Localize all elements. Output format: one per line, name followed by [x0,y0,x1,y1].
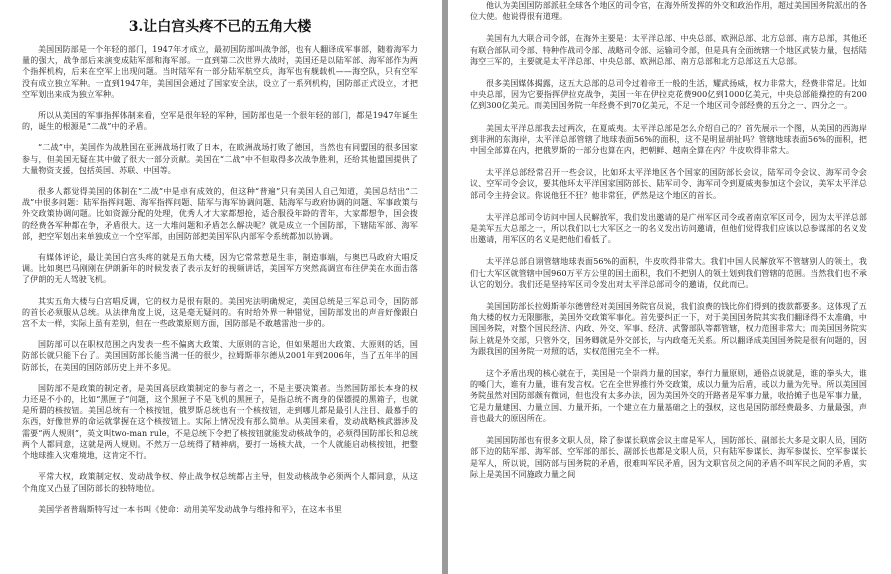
paragraph: 美国有九大联合司令部，在海外主要是：太平洋总部、中央总部、欧洲总部、北方总部、南方总部，其他还有联合部队司令部、特种作战司令部、战略司令部、运输司令部，但是具有全面统辖一个地区武装力量，包括陆海空三军的，主要就是太平洋总部、中央总部、欧洲总部、南方总部和北方总部这五大总部。 [470,34,867,66]
paragraph: 美国学者普瑞斯特写过一本书叫《使命：动用美军发动战争与维持和平》，在这本书里 [38,504,342,514]
paragraph: 国防部不是政策的制定者，是美国高层政策制定的参与者之一，不是主要决策者。当然国防部长本身的权力还是不小的，比如“黑匣子”问题，这个黑匣子不是飞机的黑匣子，是指总统不离身的保镖提的黑箱子，也就是所谓的核按钮。美国总统有一个核按钮，俄罗斯总统也有一个核按钮，走到哪儿都是最引人注目、最慕手的东西，好像世界的命运就掌握在这个核按钮上。实际上情况没有那么简单。从美国来看，发动战略核武器涉及需要“两人规则”，英文叫two-man rule，不是总统下令把了核按钮就能发动核战争的，必须得国防部长和总统两个人都同意，这就是两人规则。不然万一总统得了精神病，要打一场核大战，一个人就能启动核按钮，把整个地球推入灾难境地，这肯定不行。 [22,383,418,461]
chapter-title: 3.让白宫头疼不已的五角大楼 [128,19,312,35]
left-page [0,0,442,574]
paragraph: 美国太平洋总部我去过两次，在夏威夷。太平洋总部是怎么介绍自己的？首先展示一个图，从美国的西海岸到非洲的东海岸，太平洋总部管辖了地球表面56%的面积，这不是明显胡扯吗？管辖地球表面56%的面积，把中国全部算在内，把俄罗斯的一部分也算在内，把朝鲜、越南全算在内？牛皮吹得非常大。 [470,123,867,156]
paragraph: 美国国防部也有很多文职人员，除了参谋长联席会议主席是军人，国防部长、副部长大多是文职人员，国防部下边的陆军部、海军部、空军部的部长、副部长也都是文职人员，只有陆军参谋长、海军参谋长、空军参谋长是军人，所以说，国防部与国务院的矛盾，很难叫军民矛盾，因为文职官员之间的矛盾不叫军民之间的矛盾，实际上是美国不同施政力量之间 [470,436,867,479]
paragraph: 其实五角大楼与白宫唱反调，它的权力是很有限的。美国宪法明确规定，美国总统是三军总司令，国防部的首长必须服从总统。从法律角度上说，这是毫无疑问的。有时给外界一种错觉，国防部发出的声音好像跟白宫不太一样，实际上虽有差别，但在一些政策原则方面，国防部是不敢越雷池一步的。 [22,296,418,329]
paragraph: “二战”中，美国作为战胜国在亚洲战场打败了日本，在欧洲战场打败了德国，当然也有同盟国的很多国家参与，但美国无疑在其中做了很大一部分贡献。美国在“二战”中不但取得多次战争胜利，还给其他盟国提供了大量物资支援，包括英国、苏联、中国等。 [22,143,418,175]
paragraph: 他认为美国国防部派驻全球各个地区的司令官，在海外所发挥的外交和政治作用，超过美国国务院派出的各位大使。他说得很有道理。 [470,1,867,22]
paragraph: 国防部可以在职权范围之内发表一些不偏离大政策、大原则的言论，但如果超出大政策、大原则的话，国防部长就只能下台了。美国国防部长能当满一任的很少，拉姆斯菲尔德从2001年到2006年，当了五年半的国防部长，在美国的国防部历史上并不多见。 [22,340,418,372]
paragraph: 有媒体评论，最让美国白宫头疼的就是五角大楼，因为它常常惹是生非，制造事端，与奥巴马政府大唱反调。比如奥巴马刚刚在伊朗新年的时候发表了表示友好的视频讲话，美国军方突然高调宣布往伊美在水面击落了伊朗的无人驾驶飞机。 [22,253,418,285]
paragraph: 美国国防部长拉姆斯菲尔德曾经对美国国务院官员说，我们浪费的钱比你们得到的拨款都要多。这体现了五角大楼的权力无限膨胀，美国外交政策军事化。首先要纠正一下，对于美国国务院其实我们翻译得不太准确，中国国务院，对整个国民经济、内政、外交、军事、经济、武警部队等都管辖，权力范围非常大；而美国国务院实际上就是外交部，只管外交，国务卿就是外交部长，与内政毫无关系。所以翻译成美国国务院是很有问题的，因为跟我国的国务院一对照的话，实权范围完全不一样。 [470,302,867,356]
paragraph: 太平洋总部经常召开一些会议，比如环太平洋地区各个国家的国防部长会议，陆军司令会议、海军司令会议、空军司令会议，要其他环太平洋国家国防部长、陆军司令、海军司令到夏威夷参加这个会议，美军太平洋总部司令主持会议。你说他狂不狂？他非常狂，俨然是这个地区的首长。 [470,168,867,200]
paragraph: 太平洋总部自诩管辖地球表面56%的面积，牛皮吹得非常大。我们中国人民解放军不管辖别人的领土，我们七大军区就管辖中国960万平方公里的国土面积，我们不把别人的领土划到我们管辖的范围。当然我们也不承认它的划分。我们还是坚持军区司令发出对太平洋总部司令的邀请，仅此而已。 [470,257,867,289]
paragraph: 太平洋总部司令访问中国人民解放军，我们发出邀请的是广州军区司令或者南京军区司令，因为太平洋总部是美军五大总部之一，所以我们以七大军区之一的名义发出访问邀请，但他们觉得我们应该以总参谋部的名义发出邀请，用军区的名义是把他们看低了。 [470,212,867,245]
paragraph: 很多美国媒体揭露，这五大总部的总司令过着帝王一般的生活，耀武扬威，权力非常大，经费非常足。比如中央总部，因为它要指挥伊拉克战争，美国一年在伊拉克花费900亿到1000亿美元，中央总部能操控的有200亿到300亿美元。而美国国务院一年经费不到70亿美元，不足一个地区司令部经费的五分之一、四分之一。 [470,79,867,111]
paragraph: 很多人都觉得美国的体制在“二战”中是卓有成效的，但这种“普遍”只有美国人自己知道，美国总结出“二战”中很多问题：陆军指挥问题、海军指挥问题、陆军与海军协调问题、陆海军与政府协调的问题、军事政策与外交政策协调问题。比如资源分配的处理，优秀人才大家都想抢，适合服役年龄的青年，大家都想争，国会拨的经费各军种都在争，矛盾很大。这一大堆问题和矛盾怎么解决呢？就是成立一个国防部，下辖陆军部、海军部，把空军划出来单独成立一个空军部，由国防部把美国军队内部军令系统都加以协调。 [22,187,418,241]
paragraph: 这个矛盾出现的核心就在于，美国是一个崇尚力量的国家，奉行力量原则，通俗点说就是，谁的拳头大，谁的嗓门大，谁有力量，谁有发言权。它在全世界推行外交政策，成以力量为后盾，或以力量为先导。所以美国国务院虽然对国防部颇有微词，但也没有太多办法，因为美国外交的开路者是军事力量，收拾摊子也是军事力量，它是力量建国、力量立国、力量开拓，一个建立在力量基础之上的强权，这也是国防部经费最多、力量最强，声音也最大的原因所在。 [470,369,867,423]
paragraph: 平常大权，政策制定权、发动战争权、停止战争权总统都占主导，但发动核战争必须两个人都同意，从这个角度又凸显了国防部长的独特地位。 [22,472,418,493]
paragraph: 美国国防部是一个年轻的部门，1947年才成立，最初国防部叫战争部，也有人翻译成军事部，随着海军力量的强大，战争部后来演变成陆军部和海军部。一直到第二次世界大战时，美国还是以陆军部、海军部作为两个指挥机构，后来在空军上出现问题。当时陆军有一部分陆军航空兵，海军也有舰载机——海空队，只有空军没有成立独立军种。一直到1947年，美国国会通过了国家安全法，设立了一系列机构，国防部正式设立，才把空军划出来成为独立军种。 [22,45,418,99]
right-page [448,0,891,574]
paragraph: 所以从美国的军事指挥体制来看，空军是很年轻的军种，国防部也是一个很年轻的部门，都是1947年诞生的，诞生的根源是“二战”中的矛盾。 [22,111,418,132]
